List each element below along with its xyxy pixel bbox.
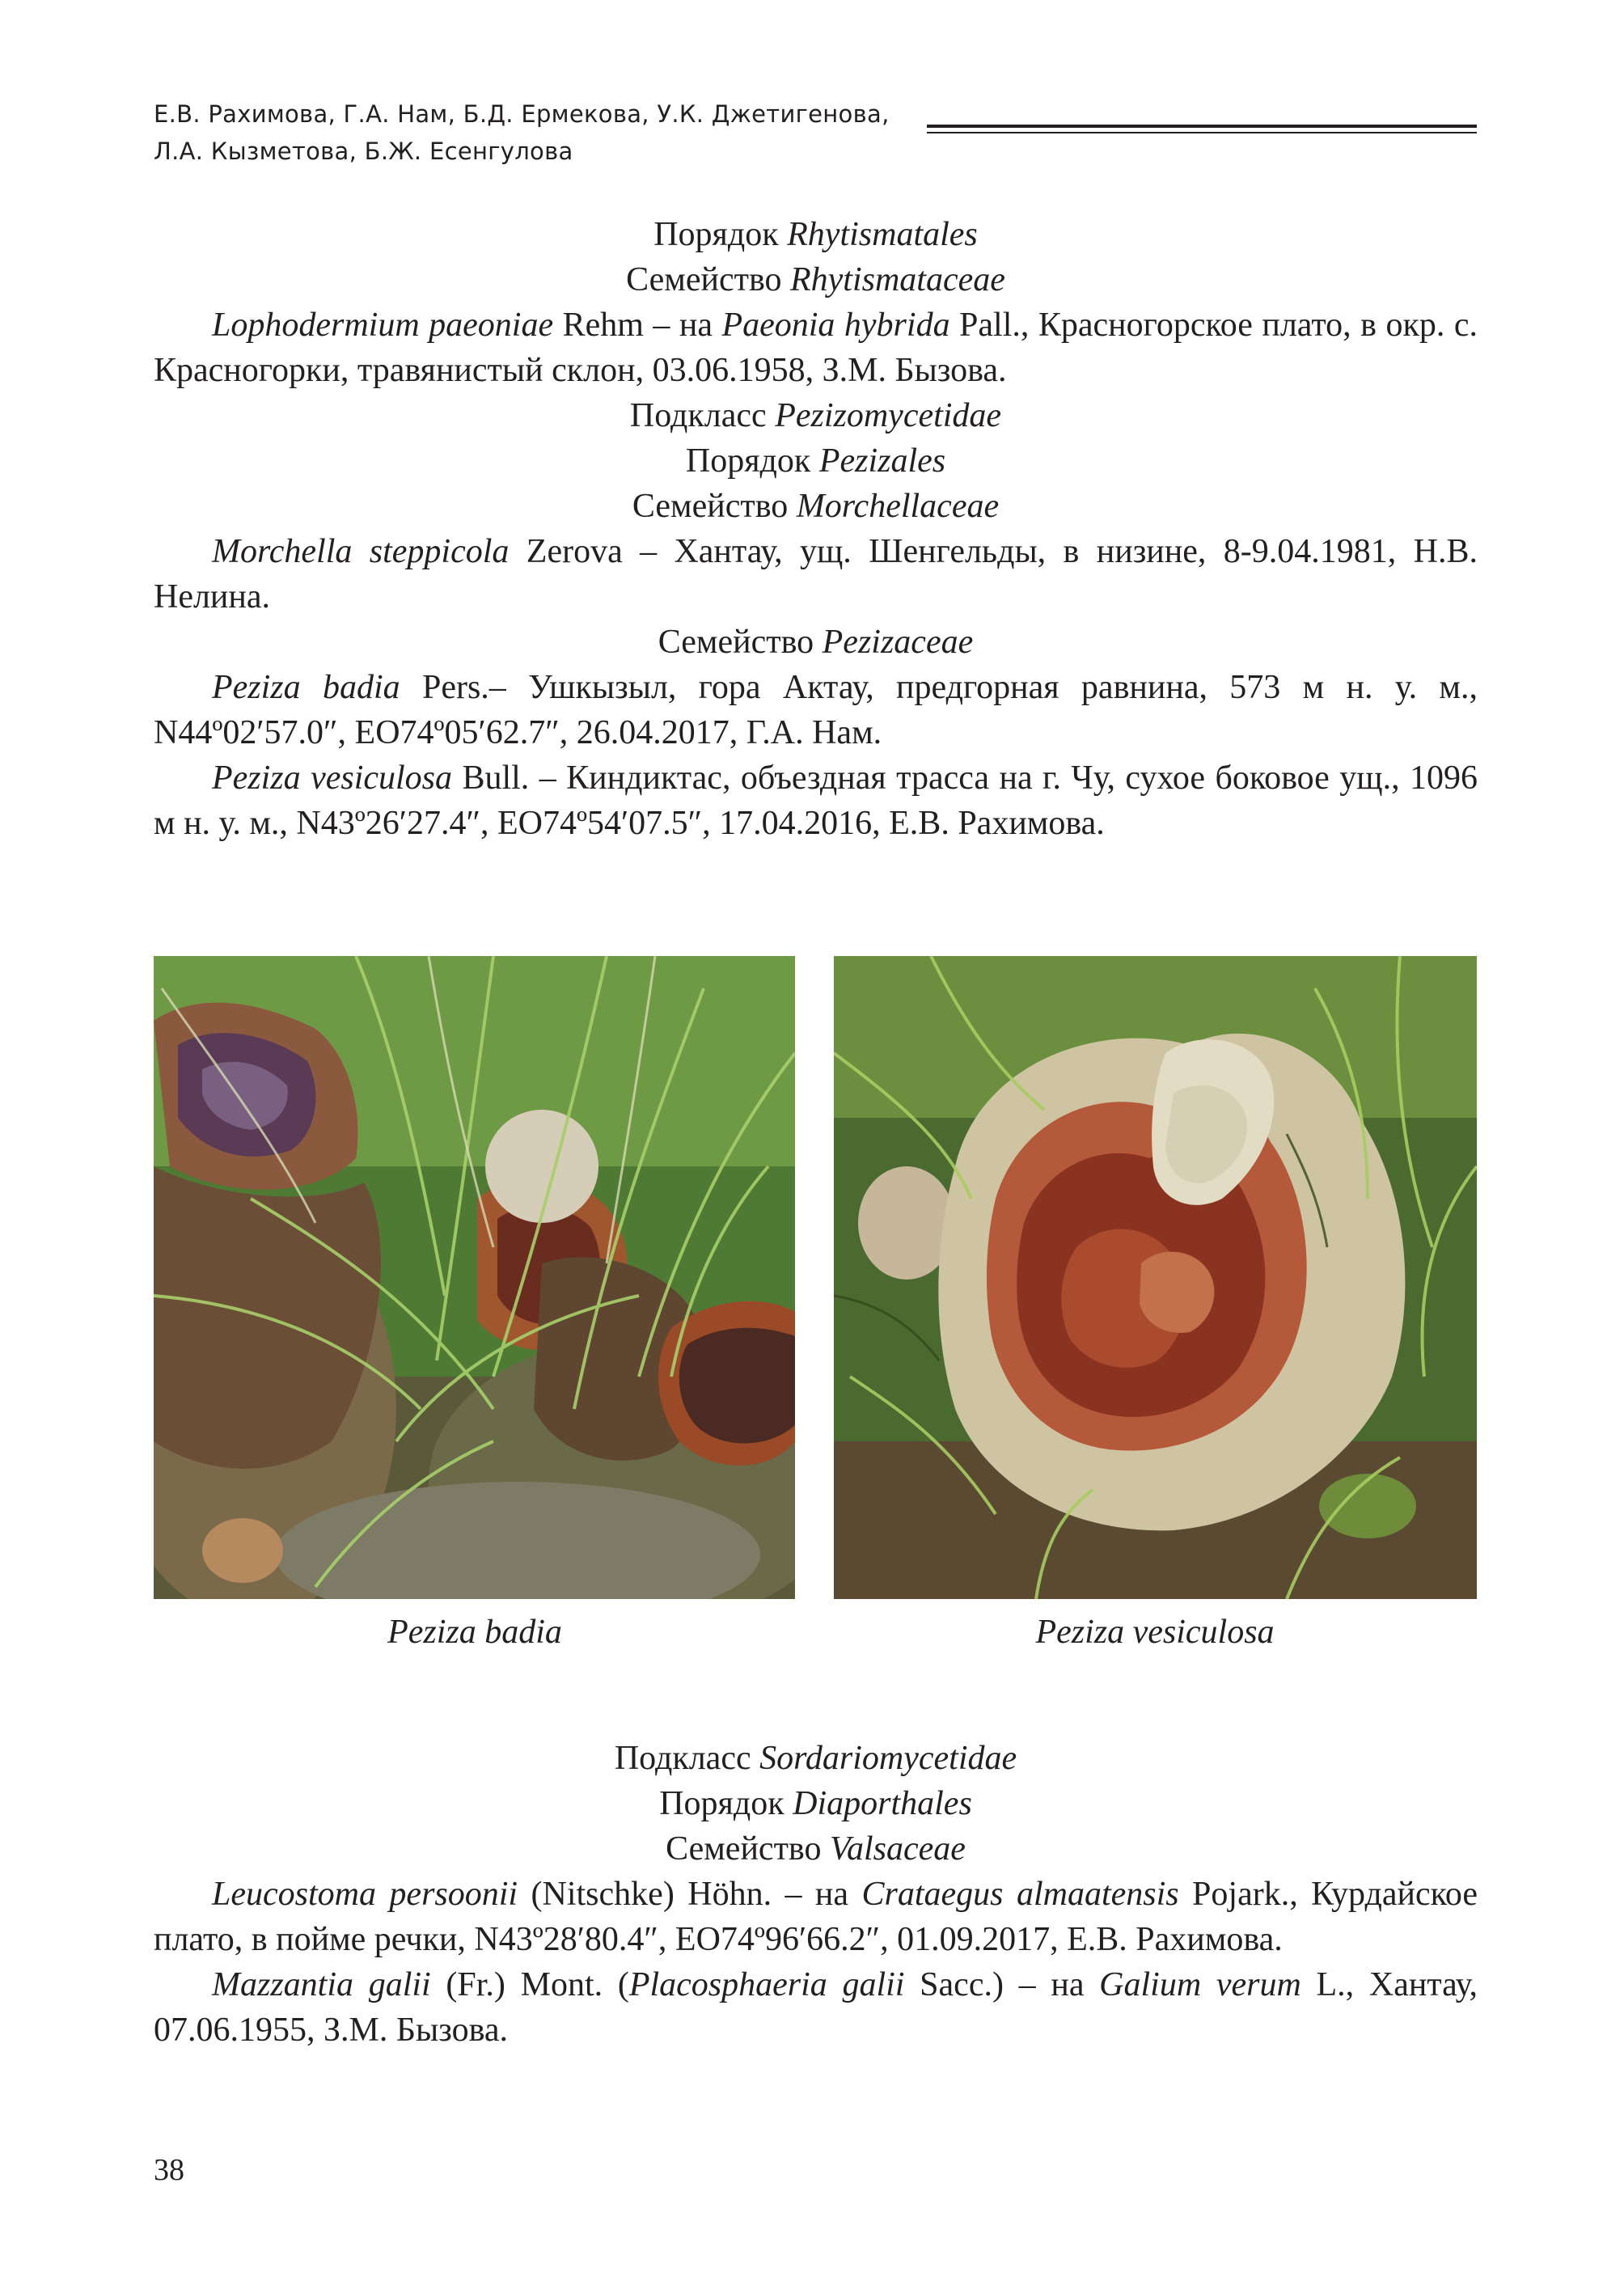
species-name: Peziza badia (212, 669, 400, 706)
order-name: Pezizales (818, 442, 946, 480)
order-heading-pezizales (154, 438, 1478, 484)
header-double-rule (927, 125, 1477, 134)
host-name: Paeonia hybrida (721, 307, 950, 344)
order-label: Порядок (653, 216, 779, 253)
species-entry-morchella (154, 529, 1478, 620)
header-rule-thin (927, 132, 1477, 133)
species-details: Pojark., Курдайское плато, в пойме речки, N43º28′80.4″, ЕО74º96′66.2″, 01.09.2017, Е.В. Рахимова. (154, 1876, 1478, 1958)
species-entry-mazzantia (154, 1962, 1478, 2053)
species-entry-leucostoma (154, 1872, 1478, 1962)
photo-peziza-badia-illustration (154, 956, 795, 1599)
family-name: Rhytismataceae (790, 261, 1005, 298)
photo-peziza-vesiculosa (834, 956, 1477, 1599)
subclass-name: Pezizomycetidae (775, 397, 1002, 434)
order-heading-diaporthales (154, 1781, 1478, 1826)
family-label: Семейство (632, 488, 789, 525)
species-details: Pers.– Ушкызыл, гора Актау, предгорная равнина, 573 м н. у. м., N44º02′57.0″, ЕО74º05′62.7″, 26.04.2017, Г.А. Нам. (154, 669, 1478, 751)
species-name: Mazzantia galii (212, 1966, 431, 2003)
header-rule-thick (927, 125, 1477, 128)
subclass-label: Подкласс (629, 397, 767, 434)
species-name: Lophodermium paeoniae (212, 307, 554, 344)
species-entry-peziza-badia (154, 665, 1478, 755)
species-author: Rehm – на (553, 307, 722, 344)
order-heading-rhytismatales (154, 212, 1478, 257)
caption-peziza-badia: Peziza badia (387, 1614, 562, 1651)
species-entry-lophodermium (154, 302, 1478, 393)
caption-peziza-vesiculosa: Peziza vesiculosa (1035, 1614, 1275, 1651)
family-heading-valsaceae (154, 1826, 1478, 1872)
family-heading-morchellaceae (154, 484, 1478, 529)
order-name: Rhytismatales (787, 216, 978, 253)
text-block-upper (154, 212, 1478, 846)
family-label: Семейство (658, 624, 814, 661)
order-label: Порядок (659, 1785, 785, 1822)
running-header-authors (154, 95, 930, 170)
family-name: Pezizaceae (822, 624, 974, 661)
species-name: Leucostoma persoonii (212, 1876, 518, 1913)
host-name: Crataegus almaatensis (861, 1876, 1179, 1913)
order-label: Порядок (685, 442, 811, 480)
family-label: Семейство (626, 261, 782, 298)
family-name: Valsaceae (829, 1830, 966, 1868)
photo-peziza-badia (154, 956, 795, 1599)
subclass-label: Подкласс (614, 1740, 751, 1777)
subclass-heading-sordariomycetidae (154, 1736, 1478, 1781)
species-name: Peziza vesiculosa (212, 759, 453, 797)
host-name: Galium verum (1099, 1966, 1301, 2003)
species-details: Pall., Красногорское плато, в окр. с. Красногорки, травянистый склон, 03.06.1958, З.М. Бызова. (154, 307, 1478, 389)
species-author: (Nitschke) Höhn. – на (518, 1876, 862, 1913)
synonym-name: Placosphaeria galii (628, 1966, 905, 2003)
family-heading-rhytismataceae (154, 257, 1478, 302)
species-details: Zerova – Хантау, ущ. Шенгельды, в низине, 8-9.04.1981, Н.В. Нелина. (154, 533, 1478, 616)
family-heading-pezizaceae (154, 620, 1478, 665)
page-number: 38 (154, 2153, 184, 2187)
photo-peziza-vesiculosa-illustration (834, 956, 1477, 1599)
authors-line-1: Е.В. Рахимова, Г.А. Нам, Б.Д. Ермекова, У.К. Джетигенова, (154, 100, 890, 128)
species-name: Morchella steppicola (212, 533, 510, 570)
subclass-name: Sordariomycetidae (759, 1740, 1017, 1777)
order-name: Diaporthales (793, 1785, 972, 1822)
family-name: Morchellaceae (796, 488, 1000, 525)
species-entry-peziza-vesiculosa (154, 755, 1478, 846)
text-block-lower (154, 1736, 1478, 2053)
authors-line-2: Л.А. Кызметова, Б.Ж. Есенгулова (154, 137, 573, 165)
species-details: L., Хантау, 07.06.1955, З.М. Бызова. (154, 1966, 1478, 2049)
species-author: (Fr.) Mont. ( (430, 1966, 629, 2003)
family-label: Семейство (666, 1830, 822, 1868)
synonym-author: Sacc.) – на (904, 1966, 1100, 2003)
species-details: Bull. – Киндиктас, объездная трасса на г. Чу, сухое боковое ущ., 1096 м н. у. м., N43º26′27.4″, ЕО74º54′07.5″, 17.04.2016, Е.В. Рахимова. (154, 759, 1478, 842)
subclass-heading-pezizomycetidae (154, 393, 1478, 438)
